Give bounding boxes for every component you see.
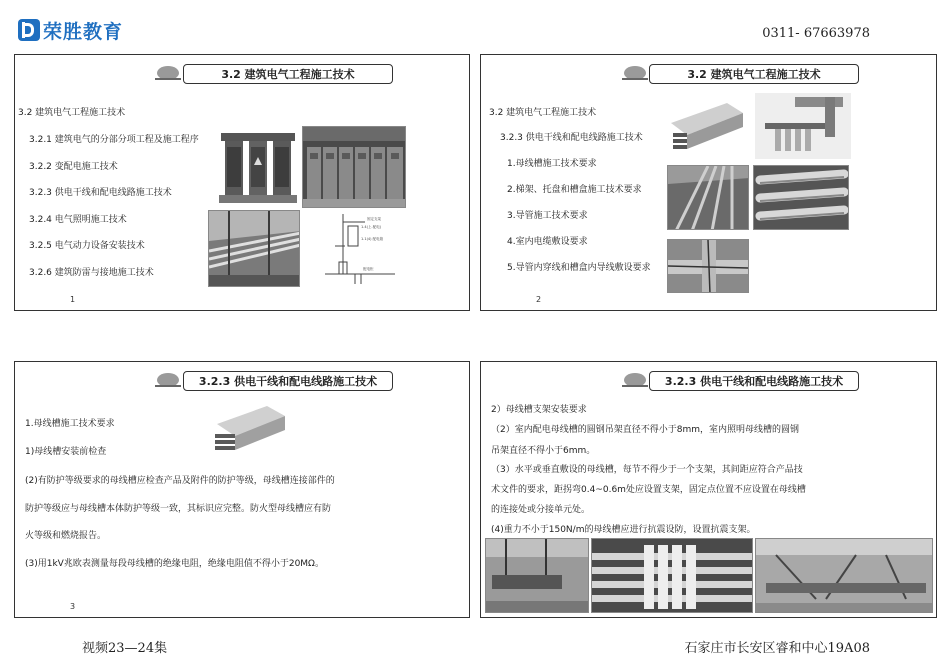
tree-decoration-icon — [150, 370, 184, 390]
outline-line: 3.导管施工技术要求 — [507, 211, 588, 221]
outline-line: 5.导管内穿线和槽盒内导线敷设要求 — [507, 263, 651, 273]
footer-left: 视频23—24集 — [82, 641, 168, 656]
tree-decoration-icon — [150, 63, 184, 83]
diagram-label: 1.1(4) 配电箱 — [361, 237, 384, 241]
outline-line: 3.2.2 变配电施工技术 — [29, 162, 118, 172]
outline-line: 3.2.3 供电干线和配电线路施工技术 — [500, 133, 643, 143]
outline-line: 3.2.6 建筑防雷与接地施工技术 — [29, 268, 154, 278]
brand-name: 荣胜教育 — [43, 20, 124, 43]
slide-title: 3.2 建筑电气工程施工技术 — [649, 64, 859, 84]
body-line: (2)有防护等级要求的母线槽应检查产品及附件的防护等级，母线槽连接部件的 — [25, 476, 335, 486]
hanger-install-photo — [485, 538, 589, 613]
page-number: 3 — [70, 602, 76, 611]
phone-number: 0311- 67663978 — [762, 26, 870, 41]
page-number: 1 — [70, 295, 76, 304]
tree-decoration-icon — [617, 63, 651, 83]
diagram-label: 固定支架 — [367, 217, 381, 221]
body-line: 2）母线槽支架安装要求 — [491, 405, 587, 415]
brand-logo — [18, 16, 123, 44]
cable-tray-photo — [667, 165, 749, 230]
diagram-label: 1.4(上-配电) — [361, 225, 382, 229]
cable-trunking-photo — [667, 239, 749, 293]
page-number: 2 — [536, 295, 542, 304]
busway-unit-photo — [207, 400, 291, 462]
outline-line: 3.2 建筑电气工程施工技术 — [18, 108, 126, 118]
outline-line: 3.2.1 建筑电气的分部分项工程及施工程序 — [29, 135, 199, 145]
slide-4 — [480, 361, 937, 618]
slide-title: 3.2 建筑电气工程施工技术 — [183, 64, 393, 84]
outline-line: 1.母线槽施工技术要求 — [507, 159, 597, 169]
installation-diagram — [315, 212, 410, 288]
busway-section-photo — [667, 93, 747, 159]
outline-line: 3.2 建筑电气工程施工技术 — [489, 108, 597, 118]
body-line: 1.母线槽施工技术要求 — [25, 419, 115, 429]
busbar-stack-photo — [591, 538, 753, 613]
diagram-label: 配电柜 — [363, 267, 374, 271]
conduit-pipes-photo — [753, 165, 849, 230]
slide-title: 3.2.3 供电干线和配电线路施工技术 — [183, 371, 393, 391]
body-line: 火等级和燃烧报告。 — [25, 531, 107, 541]
outline-line: 3.2.4 电气照明施工技术 — [29, 215, 127, 225]
body-line: 吊架直径不得小于6mm。 — [491, 446, 596, 456]
busway-ceiling-photo — [208, 210, 300, 287]
body-line: 1)母线槽安装前检查 — [25, 447, 107, 457]
body-line: 的连接处或分接单元处。 — [491, 505, 591, 515]
outline-line: 3.2.5 电气动力设备安装技术 — [29, 241, 145, 251]
body-line: （2）室内配电母线槽的圆钢吊架直径不得小于8mm，室内照明母线槽的圆钢 — [491, 425, 799, 435]
footer-right: 石家庄市长安区睿和中心19A08 — [684, 641, 870, 656]
body-line: 防护等级应与母线槽本体防护等级一致，其标识应完整。防火型母线槽应有防 — [25, 504, 332, 514]
tree-decoration-icon — [617, 370, 651, 390]
slide-3 — [14, 361, 470, 618]
body-line: （3）水平或垂直敷设的母线槽，每节不得少于一个支架，其间距应符合产品技 — [491, 465, 803, 475]
outline-line: 3.2.3 供电干线和配电线路施工技术 — [29, 188, 172, 198]
slide-2 — [480, 54, 937, 311]
brand-mark-icon — [18, 19, 40, 41]
bus-duct-bracket-photo — [755, 93, 851, 159]
body-line: (3)用1kV兆欧表测量每段母线槽的绝缘电阻，绝缘电阻值不得小于20MΩ。 — [25, 559, 324, 569]
slide-1 — [14, 54, 470, 311]
body-line: (4)重力不小于150N/m的母线槽应进行抗震设防，设置抗震支架。 — [491, 525, 756, 535]
outline-line: 2.梯架、托盘和槽盒施工技术要求 — [507, 185, 642, 195]
transformer-photo — [215, 127, 301, 207]
switchgear-room-photo — [302, 126, 406, 208]
seismic-support-photo — [755, 538, 933, 613]
body-line: 术文件的要求，距拐弯0.4~0.6m处应设置支架，固定点位置不应设置在母线槽 — [491, 485, 806, 495]
slide-title: 3.2.3 供电干线和配电线路施工技术 — [649, 371, 859, 391]
outline-line: 4.室内电缆敷设要求 — [507, 237, 588, 247]
